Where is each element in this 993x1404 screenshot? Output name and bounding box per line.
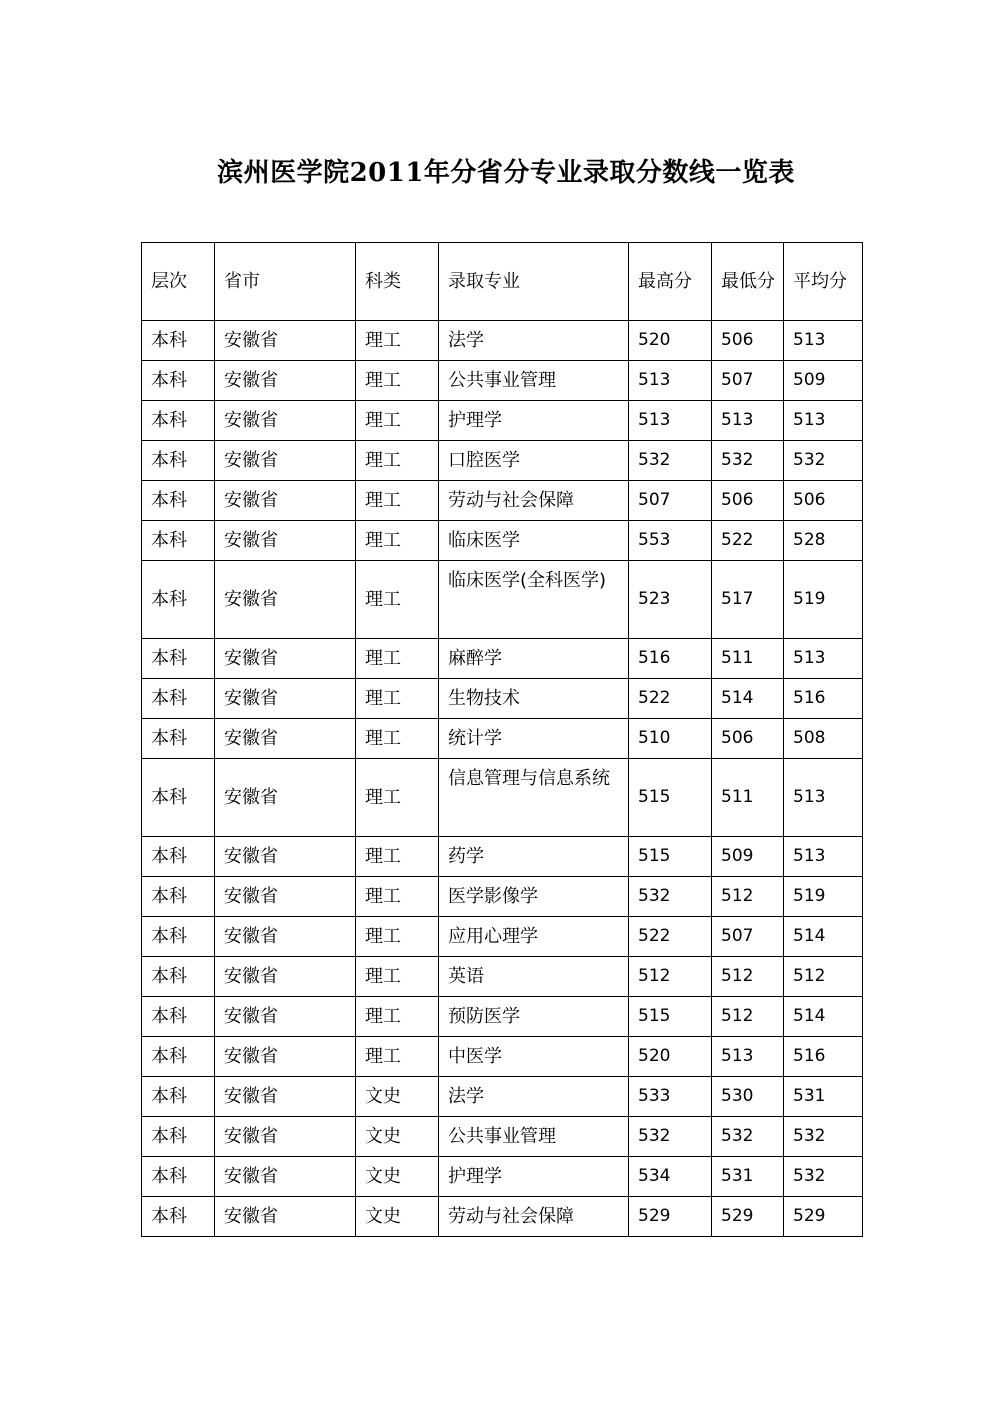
- cell-max-score: 523: [629, 561, 712, 639]
- cell-province: 安徽省: [215, 481, 356, 521]
- table-row: [142, 1117, 863, 1157]
- cell-min-score: 513: [712, 401, 784, 441]
- cell-max-score: 513: [629, 361, 712, 401]
- cell-category: 理工: [356, 561, 439, 639]
- cell-major: 英语: [439, 957, 629, 997]
- cell-level: 本科: [142, 679, 215, 719]
- cell-min-score: 512: [712, 877, 784, 917]
- cell-level: 本科: [142, 997, 215, 1037]
- cell-major: 生物技术: [439, 679, 629, 719]
- cell-category: 理工: [356, 441, 439, 481]
- cell-level: 本科: [142, 837, 215, 877]
- header-level: 层次: [142, 243, 215, 321]
- cell-level: 本科: [142, 481, 215, 521]
- cell-major: 法学: [439, 1077, 629, 1117]
- cell-category: 理工: [356, 679, 439, 719]
- cell-category: 理工: [356, 481, 439, 521]
- table-row: [142, 1077, 863, 1117]
- cell-major: 药学: [439, 837, 629, 877]
- cell-category: 理工: [356, 521, 439, 561]
- cell-avg-score: 512: [784, 957, 863, 997]
- cell-category: 理工: [356, 957, 439, 997]
- cell-category: 理工: [356, 321, 439, 361]
- table-row: [142, 917, 863, 957]
- cell-province: 安徽省: [215, 759, 356, 837]
- cell-level: 本科: [142, 1197, 215, 1237]
- cell-province: 安徽省: [215, 957, 356, 997]
- cell-major: 统计学: [439, 719, 629, 759]
- cell-province: 安徽省: [215, 997, 356, 1037]
- cell-major: 临床医学(全科医学): [439, 561, 629, 639]
- cell-level: 本科: [142, 321, 215, 361]
- table-row: [142, 1157, 863, 1197]
- cell-level: 本科: [142, 1157, 215, 1197]
- cell-max-score: 522: [629, 917, 712, 957]
- cell-level: 本科: [142, 1037, 215, 1077]
- cell-category: 理工: [356, 1037, 439, 1077]
- cell-min-score: 512: [712, 997, 784, 1037]
- cell-province: 安徽省: [215, 521, 356, 561]
- cell-category: 文史: [356, 1077, 439, 1117]
- cell-max-score: 520: [629, 321, 712, 361]
- cell-avg-score: 506: [784, 481, 863, 521]
- cell-min-score: 522: [712, 521, 784, 561]
- cell-level: 本科: [142, 759, 215, 837]
- cell-province: 安徽省: [215, 837, 356, 877]
- cell-province: 安徽省: [215, 917, 356, 957]
- header-province: 省市: [215, 243, 356, 321]
- cell-avg-score: 528: [784, 521, 863, 561]
- cell-province: 安徽省: [215, 877, 356, 917]
- cell-max-score: 510: [629, 719, 712, 759]
- cell-min-score: 509: [712, 837, 784, 877]
- table-row: [142, 401, 863, 441]
- cell-level: 本科: [142, 441, 215, 481]
- table-row: [142, 481, 863, 521]
- cell-min-score: 517: [712, 561, 784, 639]
- cell-level: 本科: [142, 361, 215, 401]
- table-row: [142, 837, 863, 877]
- admission-score-table: [141, 242, 863, 1237]
- cell-province: 安徽省: [215, 1197, 356, 1237]
- cell-major: 信息管理与信息系统: [439, 759, 629, 837]
- cell-avg-score: 532: [784, 441, 863, 481]
- cell-level: 本科: [142, 521, 215, 561]
- cell-avg-score: 513: [784, 837, 863, 877]
- header-min-score-label: 最低分: [721, 271, 775, 292]
- cell-level: 本科: [142, 719, 215, 759]
- cell-max-score: 515: [629, 759, 712, 837]
- header-avg-score-label: 平均分: [793, 271, 847, 292]
- cell-major: 预防医学: [439, 997, 629, 1037]
- cell-max-score: 515: [629, 997, 712, 1037]
- cell-province: 安徽省: [215, 1037, 356, 1077]
- cell-category: 理工: [356, 361, 439, 401]
- cell-category: 文史: [356, 1117, 439, 1157]
- cell-avg-score: 516: [784, 679, 863, 719]
- cell-level: 本科: [142, 639, 215, 679]
- table-row: [142, 441, 863, 481]
- table-row: [142, 321, 863, 361]
- table-row: [142, 719, 863, 759]
- cell-avg-score: 514: [784, 997, 863, 1037]
- table-row: [142, 361, 863, 401]
- cell-min-score: 507: [712, 361, 784, 401]
- cell-category: 理工: [356, 401, 439, 441]
- cell-major: 口腔医学: [439, 441, 629, 481]
- cell-min-score: 513: [712, 1037, 784, 1077]
- header-avg-score: [784, 243, 863, 321]
- cell-max-score: 532: [629, 877, 712, 917]
- cell-level: 本科: [142, 877, 215, 917]
- cell-major: 护理学: [439, 401, 629, 441]
- cell-min-score: 511: [712, 639, 784, 679]
- cell-province: 安徽省: [215, 719, 356, 759]
- cell-province: 安徽省: [215, 361, 356, 401]
- cell-min-score: 506: [712, 321, 784, 361]
- cell-max-score: 522: [629, 679, 712, 719]
- cell-avg-score: 532: [784, 1157, 863, 1197]
- cell-min-score: 512: [712, 957, 784, 997]
- table-row: [142, 561, 863, 639]
- cell-avg-score: 531: [784, 1077, 863, 1117]
- cell-category: 文史: [356, 1157, 439, 1197]
- cell-province: 安徽省: [215, 1117, 356, 1157]
- cell-min-score: 531: [712, 1157, 784, 1197]
- cell-avg-score: 519: [784, 561, 863, 639]
- cell-avg-score: 514: [784, 917, 863, 957]
- cell-max-score: 515: [629, 837, 712, 877]
- cell-level: 本科: [142, 957, 215, 997]
- cell-level: 本科: [142, 1077, 215, 1117]
- cell-major: 临床医学: [439, 521, 629, 561]
- cell-major: 公共事业管理: [439, 361, 629, 401]
- cell-avg-score: 519: [784, 877, 863, 917]
- cell-avg-score: 532: [784, 1117, 863, 1157]
- cell-major: 医学影像学: [439, 877, 629, 917]
- table-row: [142, 957, 863, 997]
- cell-min-score: 506: [712, 719, 784, 759]
- cell-max-score: 516: [629, 639, 712, 679]
- cell-level: 本科: [142, 401, 215, 441]
- cell-max-score: 534: [629, 1157, 712, 1197]
- cell-max-score: 532: [629, 441, 712, 481]
- cell-major: 公共事业管理: [439, 1117, 629, 1157]
- header-category: 科类: [356, 243, 439, 321]
- cell-province: 安徽省: [215, 441, 356, 481]
- cell-max-score: 520: [629, 1037, 712, 1077]
- cell-max-score: 512: [629, 957, 712, 997]
- cell-major: 麻醉学: [439, 639, 629, 679]
- cell-major: 中医学: [439, 1037, 629, 1077]
- header-min-score: [712, 243, 784, 321]
- cell-min-score: 530: [712, 1077, 784, 1117]
- cell-max-score: 532: [629, 1117, 712, 1157]
- cell-max-score: 507: [629, 481, 712, 521]
- cell-max-score: 513: [629, 401, 712, 441]
- header-major: 录取专业: [439, 243, 629, 321]
- cell-min-score: 529: [712, 1197, 784, 1237]
- table-row: [142, 877, 863, 917]
- table-row: [142, 1197, 863, 1237]
- cell-major: 劳动与社会保障: [439, 481, 629, 521]
- cell-max-score: 529: [629, 1197, 712, 1237]
- cell-province: 安徽省: [215, 561, 356, 639]
- table-row: [142, 759, 863, 837]
- cell-level: 本科: [142, 917, 215, 957]
- cell-category: 理工: [356, 639, 439, 679]
- cell-avg-score: 513: [784, 321, 863, 361]
- cell-level: 本科: [142, 1117, 215, 1157]
- table-row: [142, 679, 863, 719]
- cell-avg-score: 508: [784, 719, 863, 759]
- cell-min-score: 506: [712, 481, 784, 521]
- cell-avg-score: 509: [784, 361, 863, 401]
- document-title: 滨州医学院2011年分省分专业录取分数线一览表: [217, 158, 795, 188]
- cell-min-score: 532: [712, 1117, 784, 1157]
- cell-major: 法学: [439, 321, 629, 361]
- cell-category: 理工: [356, 917, 439, 957]
- cell-major: 应用心理学: [439, 917, 629, 957]
- cell-max-score: 533: [629, 1077, 712, 1117]
- cell-province: 安徽省: [215, 321, 356, 361]
- cell-category: 理工: [356, 719, 439, 759]
- table-row: [142, 639, 863, 679]
- table-row: [142, 1037, 863, 1077]
- cell-category: 理工: [356, 837, 439, 877]
- cell-avg-score: 529: [784, 1197, 863, 1237]
- cell-category: 理工: [356, 997, 439, 1037]
- header-max-score: 最高分: [629, 243, 712, 321]
- cell-min-score: 507: [712, 917, 784, 957]
- cell-category: 理工: [356, 877, 439, 917]
- cell-province: 安徽省: [215, 1157, 356, 1197]
- cell-province: 安徽省: [215, 679, 356, 719]
- cell-avg-score: 516: [784, 1037, 863, 1077]
- cell-province: 安徽省: [215, 401, 356, 441]
- cell-province: 安徽省: [215, 1077, 356, 1117]
- cell-category: 理工: [356, 759, 439, 837]
- cell-avg-score: 513: [784, 759, 863, 837]
- cell-major: 劳动与社会保障: [439, 1197, 629, 1237]
- cell-avg-score: 513: [784, 401, 863, 441]
- cell-min-score: 514: [712, 679, 784, 719]
- cell-category: 文史: [356, 1197, 439, 1237]
- cell-avg-score: 513: [784, 639, 863, 679]
- cell-province: 安徽省: [215, 639, 356, 679]
- cell-max-score: 553: [629, 521, 712, 561]
- cell-level: 本科: [142, 561, 215, 639]
- table-header-row: [142, 243, 863, 321]
- cell-min-score: 511: [712, 759, 784, 837]
- cell-min-score: 532: [712, 441, 784, 481]
- table-row: [142, 521, 863, 561]
- table-row: [142, 997, 863, 1037]
- cell-major: 护理学: [439, 1157, 629, 1197]
